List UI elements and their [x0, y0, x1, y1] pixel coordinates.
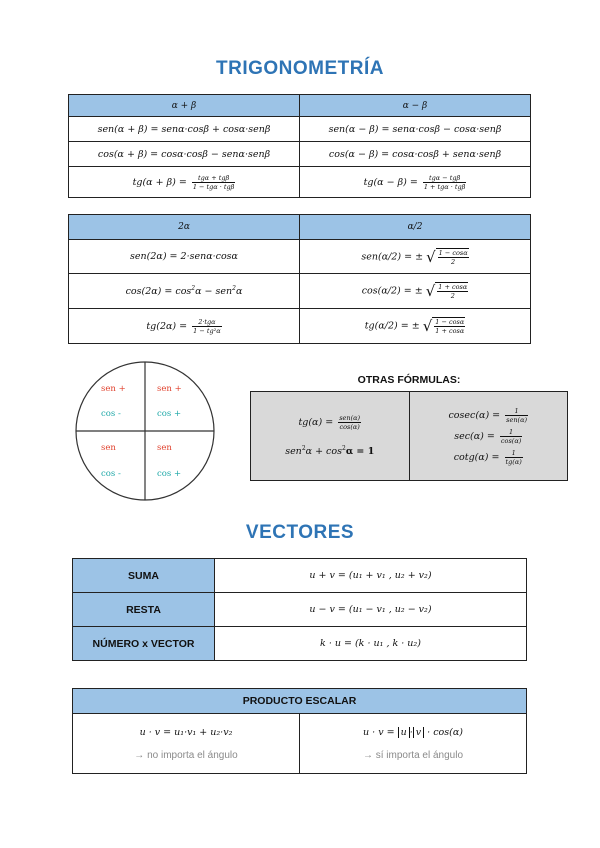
abs-v: v	[413, 727, 424, 738]
cos-half-root	[426, 282, 469, 300]
cotg-numerator: 1	[505, 449, 523, 458]
tg-double-fraction	[192, 318, 221, 335]
header-half-angle: α/2	[300, 215, 531, 240]
tg-half-root	[423, 317, 466, 335]
sen-half-formula	[300, 240, 531, 274]
cos-double-formula	[69, 274, 300, 309]
tg-sum-formula	[69, 167, 300, 198]
producto-escalar-table	[72, 688, 527, 774]
title-trigonometria: TRIGONOMETRÍA	[216, 58, 384, 79]
header-alpha-minus-beta: α − β	[300, 95, 531, 117]
cos-half-prefix: cos(α/2) = ±	[361, 285, 423, 297]
tg-half-prefix: tg(α/2) = ±	[364, 320, 420, 332]
otras-right-column	[409, 392, 568, 480]
sen-half-root	[426, 248, 469, 266]
cos-double-mid: α − sen	[195, 286, 233, 298]
producto-right-formula	[304, 727, 522, 738]
tg-definition	[298, 414, 361, 431]
tg-definition-numerator: sen(α)	[339, 414, 361, 423]
title-vectores: VECTORES	[245, 522, 355, 543]
vector-row-formula: k · u = (k · u₁ , k · u₂)	[215, 627, 527, 661]
tg-diff-numerator: tgα − tgβ	[423, 174, 467, 183]
cosec-denominator: sen(α)	[506, 415, 528, 424]
sec-definition	[454, 428, 522, 445]
producto-left-formula: u · v = u₁·v₁ + u₂·v₂	[139, 726, 233, 738]
producto-left-cell	[73, 714, 300, 774]
sen-double-formula: sen(2α) = 2·senα·cosα	[69, 240, 300, 274]
sen-diff-formula: sen(α − β) = senα·cosβ − cosα·senβ	[300, 117, 531, 142]
vectors-table	[72, 558, 527, 661]
sen-sum-formula: sen(α + β) = senα·cosβ + cosα·senβ	[69, 117, 300, 142]
producto-right-cos: · cos(α)	[427, 726, 463, 738]
tg-sum-fraction	[192, 174, 236, 191]
tg-diff-formula	[300, 167, 531, 198]
producto-right-note: → sí importa el ángulo	[362, 749, 464, 761]
tg-double-formula	[69, 309, 300, 344]
cosec-fraction	[505, 407, 528, 424]
tg-diff-fraction	[423, 174, 467, 191]
sec-numerator: 1	[500, 428, 522, 437]
sec-denominator: cos(α)	[500, 436, 522, 445]
producto-escalar-header: PRODUCTO ESCALAR	[73, 689, 527, 714]
tg-sum-prefix: tg(α + β) =	[132, 176, 187, 188]
sqrt-symbol: √	[426, 247, 436, 266]
cosec-numerator: 1	[505, 407, 528, 416]
sec-fraction	[500, 428, 522, 445]
cos-double-prefix: cos(2α) = cos	[125, 286, 192, 298]
producto-right-cell	[300, 714, 527, 774]
tg-sum-numerator: tgα + tgβ	[192, 174, 236, 183]
dot-separator: ·	[409, 726, 413, 738]
tg-half-numerator: 1 − cosα	[435, 318, 465, 326]
producto-left-note: → no importa el ángulo	[134, 749, 238, 761]
q3-sen-sign: sen	[101, 443, 116, 453]
sen-half-prefix: sen(α/2) = ±	[361, 251, 424, 262]
tg-double-prefix: tg(2α) =	[146, 320, 188, 332]
vector-row-formula: u − v = (u₁ − v₁ , u₂ − v₂)	[215, 593, 527, 627]
otras-left-column	[251, 392, 409, 480]
tg-definition-fraction	[338, 414, 361, 431]
cos-diff-formula: cos(α − β) = cosα·cosβ + senα·senβ	[300, 142, 531, 167]
q2-sen-sign: sen +	[101, 384, 126, 394]
q4-cos-sign: cos +	[157, 469, 182, 479]
tg-double-denominator: 1 − tg²α	[193, 326, 221, 335]
header-double-angle: 2α	[69, 215, 300, 240]
q2-cos-sign: cos -	[101, 409, 121, 419]
superscript-2: 2	[341, 445, 346, 453]
superscript-2: 2	[191, 284, 196, 292]
cotg-prefix: cotg(α) =	[453, 451, 500, 463]
tg-definition-prefix: tg(α) =	[298, 417, 334, 429]
vector-row-formula: u + v = (u₁ + v₁ , u₂ + v₂)	[215, 559, 527, 593]
cotg-definition	[454, 449, 523, 466]
tg-half-formula	[300, 309, 531, 344]
tg-half-denominator: 1 + cosα	[435, 327, 465, 335]
pyth-part-a: sen	[285, 446, 302, 458]
pyth-part-c: α = 1	[345, 446, 375, 458]
pyth-part-b: α + cos	[305, 446, 342, 458]
sec-prefix: sec(α) =	[454, 430, 495, 442]
cos-double-suffix: α	[235, 286, 243, 298]
q1-sen-sign: sen +	[157, 384, 182, 394]
cos-half-denominator: 2	[450, 292, 455, 300]
cos-sum-formula: cos(α + β) = cosα·cosβ − senα·senβ	[69, 142, 300, 167]
vector-row-label: NÚMERO x VECTOR	[73, 627, 215, 661]
q4-sen-sign: sen	[157, 443, 172, 453]
vector-row-label: SUMA	[73, 559, 215, 593]
q1-cos-sign: cos +	[157, 409, 182, 419]
tg-double-numerator: 2·tgα	[192, 318, 221, 327]
double-half-angle-table	[68, 214, 531, 344]
cosec-prefix: cosec(α) =	[448, 409, 501, 421]
tg-diff-prefix: tg(α − β) =	[363, 176, 418, 188]
pythagorean-identity	[285, 445, 374, 457]
quadrant-circle	[74, 360, 216, 502]
cos-half-formula	[300, 274, 531, 309]
quadrant-circle-svg	[74, 360, 216, 502]
abs-u: u	[398, 727, 410, 738]
sen-half-numerator: 1 − cosα	[438, 248, 468, 257]
cosec-definition	[448, 407, 528, 424]
otras-formulas-title: OTRAS FÓRMULAS:	[357, 374, 461, 386]
cotg-fraction	[505, 449, 523, 466]
otras-formulas-box	[250, 391, 568, 481]
tg-sum-denominator: 1 − tgα · tgβ	[192, 182, 235, 191]
superscript-2: 2	[301, 445, 306, 453]
cos-half-numerator: 1 + cosα	[438, 283, 468, 291]
tg-definition-denominator: cos(α)	[339, 423, 360, 432]
producto-right-prefix: u · v =	[363, 726, 395, 738]
sqrt-symbol: √	[425, 282, 436, 300]
sen-half-denominator: 2	[451, 257, 456, 266]
tg-diff-denominator: 1 + tgα · tgβ	[423, 182, 466, 191]
header-alpha-plus-beta: α + β	[69, 95, 300, 117]
superscript-2: 2	[232, 284, 236, 292]
cotg-denominator: tg(α)	[505, 457, 522, 466]
sum-difference-table	[68, 94, 531, 198]
sqrt-symbol: √	[422, 317, 433, 335]
vector-row-label: RESTA	[73, 593, 215, 627]
q3-cos-sign: cos -	[101, 469, 121, 479]
